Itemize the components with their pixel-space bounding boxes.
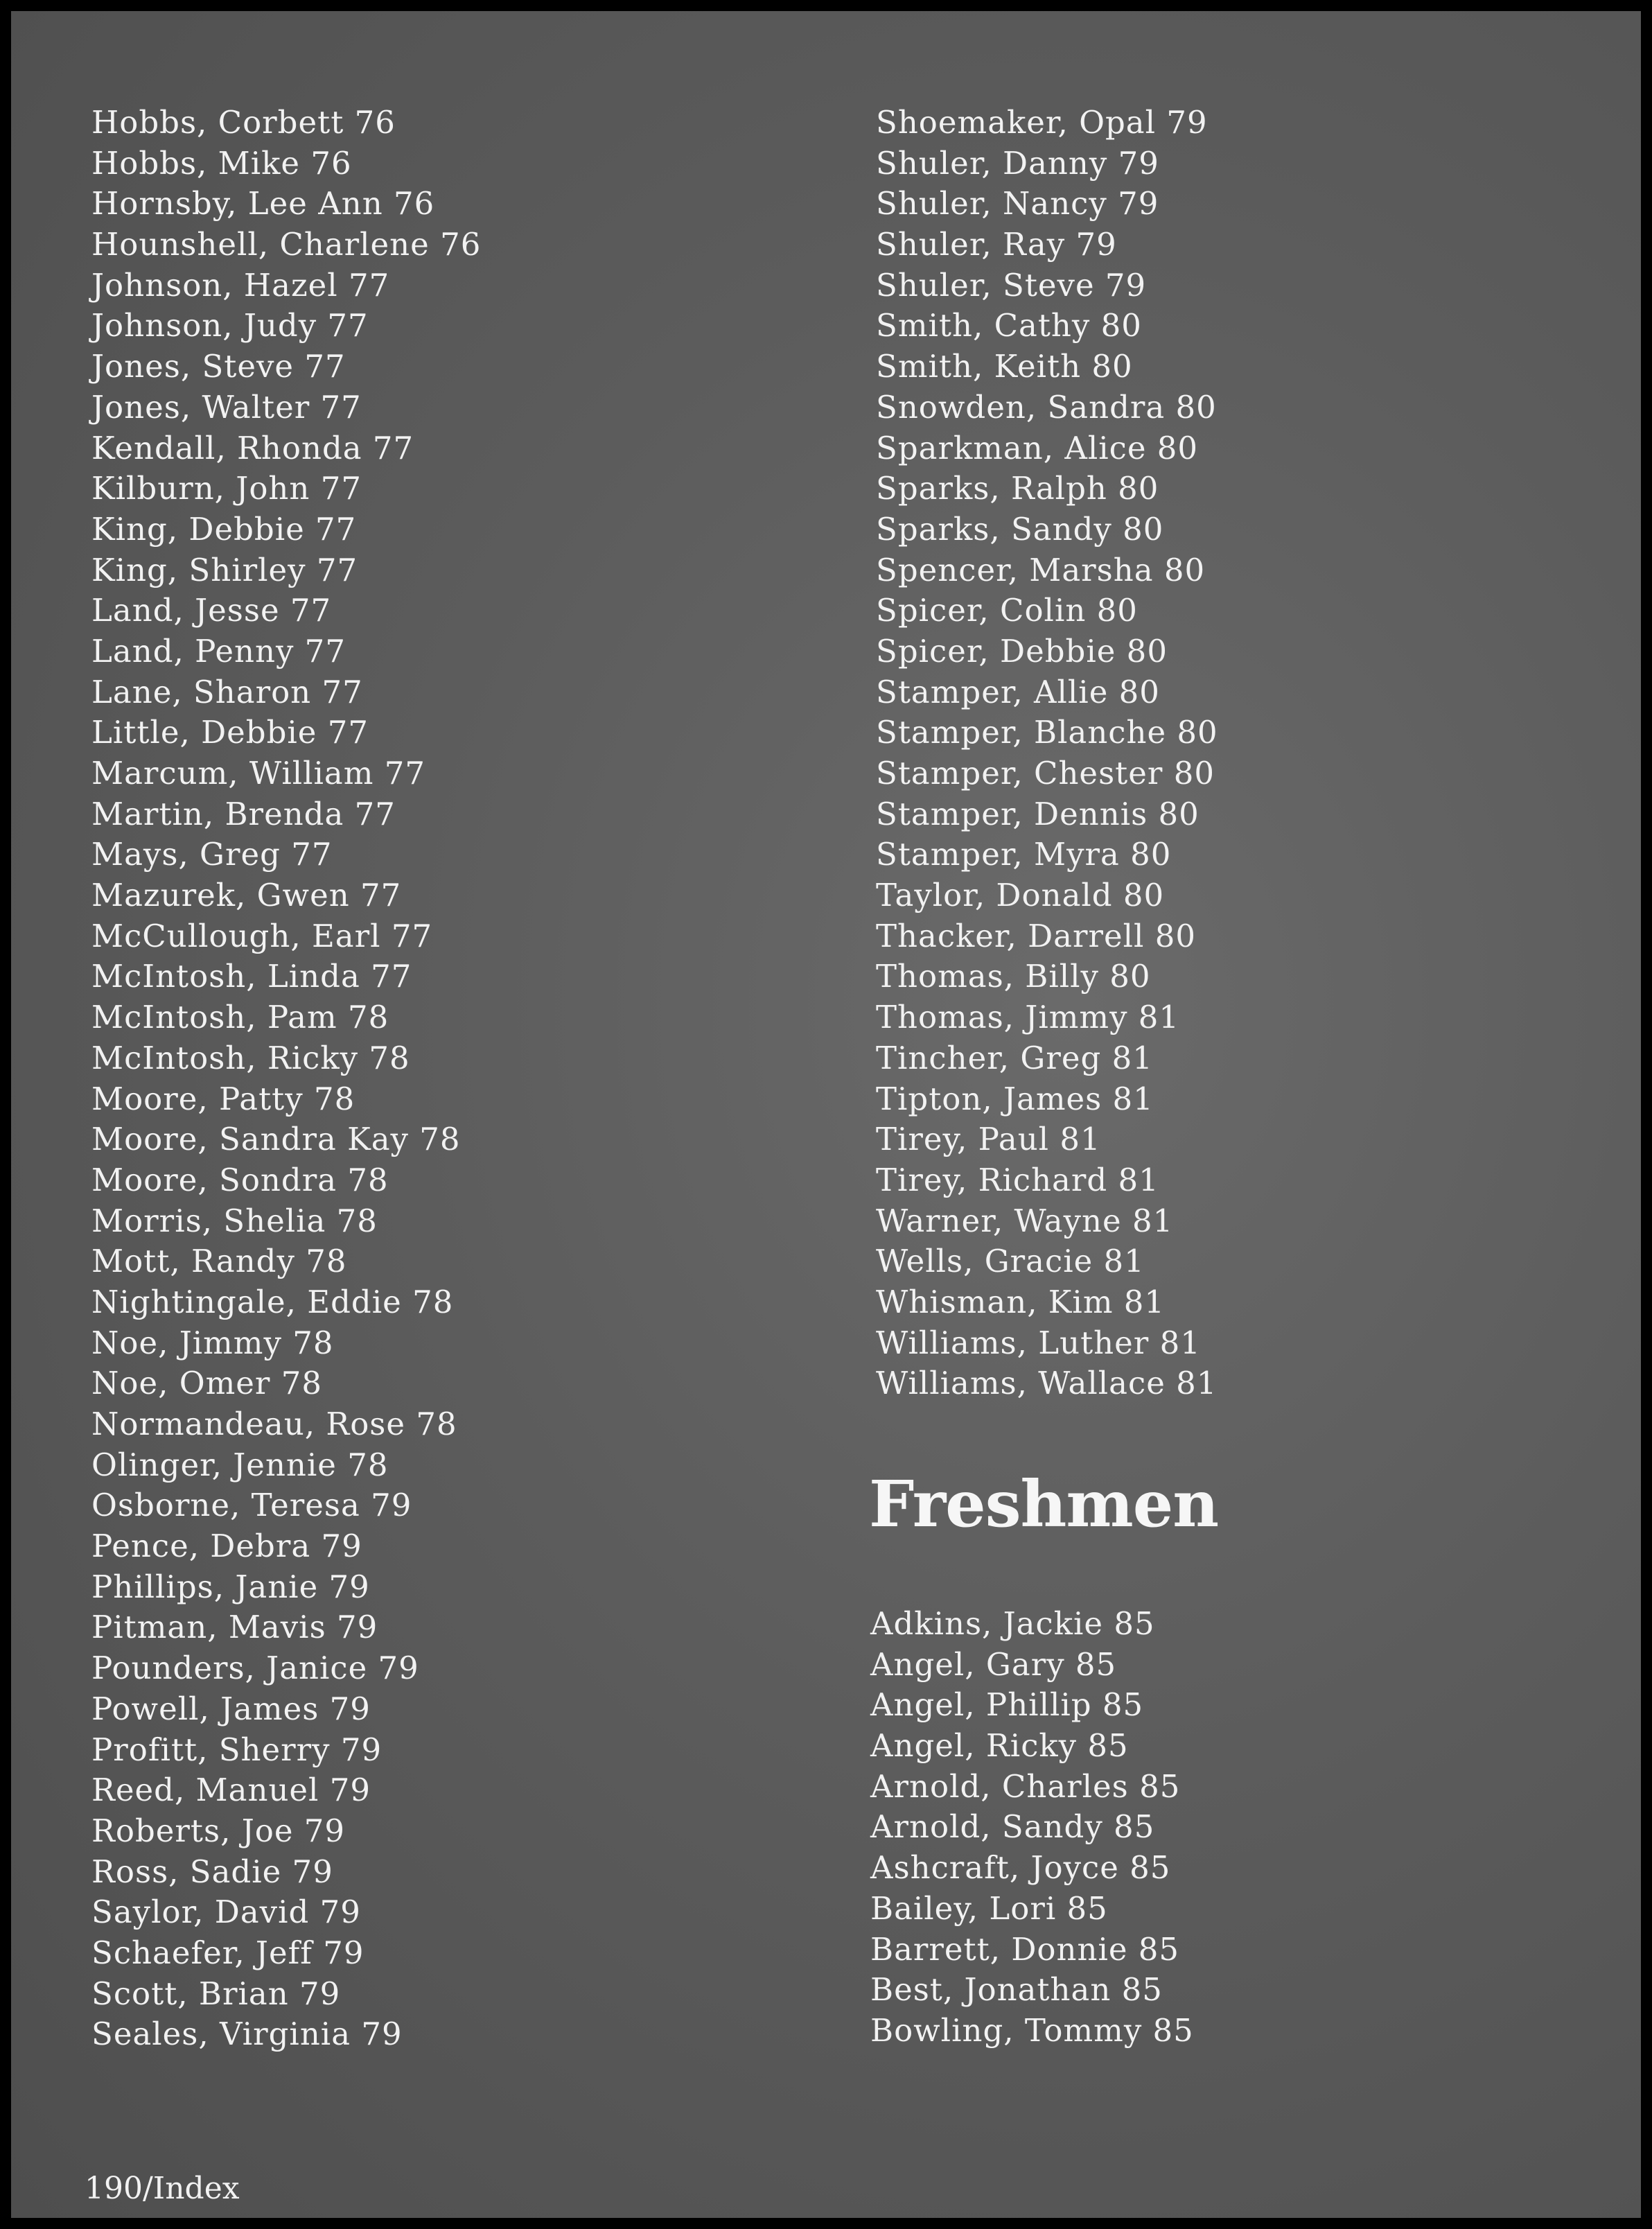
index-entry: Arnold, Sandy 85 — [870, 1808, 1155, 1846]
index-entry: Whisman, Kim 81 — [876, 1283, 1166, 1320]
index-entry: Thomas, Billy 80 — [876, 958, 1151, 995]
index-entry: Bowling, Tommy 85 — [870, 2011, 1194, 2049]
index-entry: Martin, Brenda 77 — [91, 795, 396, 832]
index-entry: Tincher, Greg 81 — [876, 1039, 1153, 1076]
index-entry: King, Debbie 77 — [91, 510, 357, 548]
index-entry: Mazurek, Gwen 77 — [91, 877, 402, 914]
index-entry: Morris, Shelia 78 — [91, 1202, 378, 1239]
index-entry: Seales, Virginia 79 — [91, 2016, 403, 2053]
index-entry: Pitman, Mavis 79 — [91, 1609, 378, 1646]
index-entry: Jones, Walter 77 — [91, 388, 362, 426]
index-entry: Smith, Cathy 80 — [876, 307, 1142, 344]
index-entry: Taylor, Donald 80 — [876, 877, 1165, 914]
index-entry: Stamper, Chester 80 — [876, 755, 1215, 792]
index-entry: Noe, Jimmy 78 — [91, 1324, 334, 1361]
index-entry: Barrett, Donnie 85 — [870, 1930, 1180, 1968]
index-entry: Angel, Ricky 85 — [870, 1727, 1129, 1765]
index-entry: Stamper, Allie 80 — [876, 673, 1160, 710]
index-entry: Arnold, Charles 85 — [870, 1767, 1181, 1805]
index-entry: Schaefer, Jeff 79 — [91, 1934, 364, 1971]
index-list-left — [91, 103, 481, 2055]
index-entry: Ashcraft, Joyce 85 — [870, 1849, 1171, 1887]
index-entry: Moore, Sondra 78 — [91, 1161, 389, 1198]
index-entry: Pence, Debra 79 — [91, 1528, 362, 1565]
index-entry: Mott, Randy 78 — [91, 1243, 347, 1280]
index-entry: Shuler, Nancy 79 — [876, 185, 1159, 222]
index-entry: Pounders, Janice 79 — [91, 1650, 419, 1687]
index-entry: Land, Jesse 77 — [91, 592, 332, 629]
index-entry: Spicer, Colin 80 — [876, 592, 1138, 629]
index-entry: Spencer, Marsha 80 — [876, 551, 1206, 588]
index-entry: Stamper, Myra 80 — [876, 836, 1172, 873]
index-entry: Kendall, Rhonda 77 — [91, 429, 414, 466]
index-entry: Shoemaker, Opal 79 — [876, 104, 1208, 141]
index-entry: Reed, Manuel 79 — [91, 1772, 371, 1809]
index-entry: Warner, Wayne 81 — [876, 1202, 1174, 1239]
index-entry: McCullough, Earl 77 — [91, 917, 433, 954]
index-entry: Kilburn, John 77 — [91, 470, 362, 507]
index-entry: Olinger, Jennie 78 — [91, 1446, 389, 1483]
index-entry: Jones, Steve 77 — [91, 348, 346, 385]
index-page — [11, 11, 1641, 2218]
index-entry: Marcum, William 77 — [91, 755, 425, 792]
index-entry: Phillips, Janie 79 — [91, 1568, 370, 1605]
index-entry: Tirey, Richard 81 — [876, 1161, 1159, 1198]
index-entry: Shuler, Ray 79 — [876, 226, 1117, 263]
index-entry: Roberts, Joe 79 — [91, 1812, 346, 1849]
index-entry: Angel, Phillip 85 — [870, 1686, 1144, 1724]
index-entry: Scott, Brian 79 — [91, 1975, 341, 2012]
index-entry: Stamper, Blanche 80 — [876, 714, 1218, 751]
index-entry: Tirey, Paul 81 — [876, 1121, 1101, 1158]
index-entry: Spicer, Debbie 80 — [876, 632, 1168, 670]
index-entry: Little, Debbie 77 — [91, 714, 369, 751]
index-entry: Williams, Luther 81 — [876, 1324, 1201, 1361]
index-entry: Ross, Sadie 79 — [91, 1853, 333, 1890]
index-entry: Thomas, Jimmy 81 — [876, 999, 1180, 1036]
freshmen-list — [870, 1604, 1194, 2052]
index-entry: Moore, Patty 78 — [91, 1080, 355, 1117]
index-entry: Saylor, David 79 — [91, 1894, 361, 1931]
index-entry: Nightingale, Eddie 78 — [91, 1283, 454, 1320]
index-entry: Johnson, Judy 77 — [91, 307, 369, 344]
index-entry: Moore, Sandra Kay 78 — [91, 1121, 461, 1158]
index-entry: Angel, Gary 85 — [870, 1645, 1117, 1683]
index-entry: Osborne, Teresa 79 — [91, 1487, 412, 1524]
index-entry: Shuler, Steve 79 — [876, 266, 1147, 304]
index-entry: Hobbs, Corbett 76 — [91, 104, 396, 141]
index-entry: King, Shirley 77 — [91, 551, 358, 588]
index-entry: Sparks, Sandy 80 — [876, 510, 1164, 548]
index-entry: Powell, James 79 — [91, 1690, 371, 1727]
index-entry: McIntosh, Ricky 78 — [91, 1039, 410, 1076]
index-entry: Wells, Gracie 81 — [876, 1243, 1145, 1280]
index-entry: Hobbs, Mike 76 — [91, 144, 352, 182]
index-entry: Mays, Greg 77 — [91, 836, 333, 873]
index-entry: Adkins, Jackie 85 — [870, 1605, 1155, 1642]
index-entry: Tipton, James 81 — [876, 1080, 1154, 1117]
index-entry: Stamper, Dennis 80 — [876, 795, 1200, 832]
index-entry: Noe, Omer 78 — [91, 1365, 322, 1402]
index-entry: Thacker, Darrell 80 — [876, 917, 1197, 954]
index-entry: Best, Jonathan 85 — [870, 1971, 1163, 2009]
index-entry: Lane, Sharon 77 — [91, 673, 363, 710]
index-entry: Snowden, Sandra 80 — [876, 388, 1217, 426]
index-entry: McIntosh, Linda 77 — [91, 958, 412, 995]
freshmen-heading: Freshmen — [869, 1467, 1219, 1541]
index-entry: Sparks, Ralph 80 — [876, 470, 1159, 507]
index-entry: Williams, Wallace 81 — [876, 1365, 1218, 1402]
index-entry: Profitt, Sherry 79 — [91, 1731, 383, 1768]
index-entry: Bailey, Lori 85 — [870, 1889, 1108, 1927]
index-list-right — [876, 103, 1218, 1404]
index-entry: Hounshell, Charlene 76 — [91, 226, 482, 263]
index-entry: Hornsby, Lee Ann 76 — [91, 185, 435, 222]
index-entry: Johnson, Hazel 77 — [91, 266, 390, 304]
index-entry: McIntosh, Pam 78 — [91, 999, 389, 1036]
index-entry: Normandeau, Rose 78 — [91, 1406, 457, 1442]
index-entry: Shuler, Danny 79 — [876, 144, 1159, 182]
index-entry: Smith, Keith 80 — [876, 348, 1133, 385]
index-entry: Land, Penny 77 — [91, 632, 346, 670]
index-entry: Sparkman, Alice 80 — [876, 429, 1199, 466]
page-folio: 190/Index — [85, 2171, 240, 2206]
